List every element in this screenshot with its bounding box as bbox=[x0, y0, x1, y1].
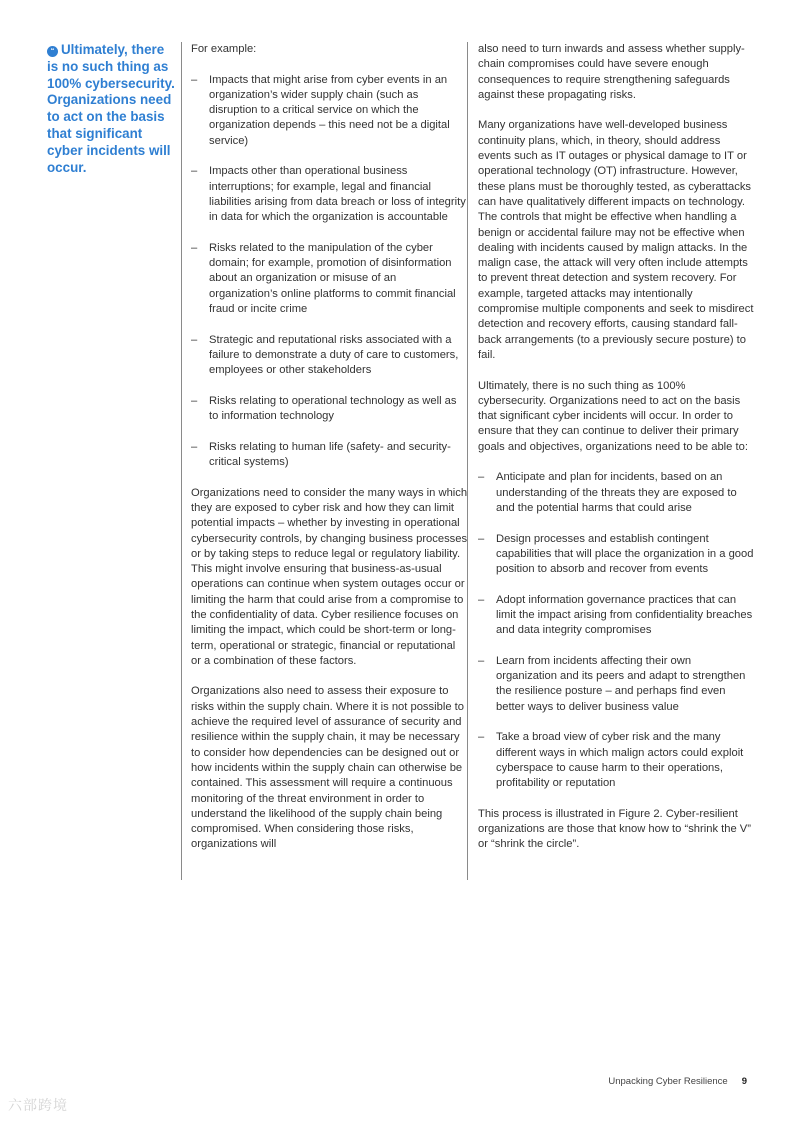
list-item: – Risks relating to operational technology as well as to information technology bbox=[191, 394, 468, 425]
list-item: – Risks relating to human life (safety- and security-critical systems) bbox=[191, 440, 468, 471]
col2-paragraph-2: Many organizations have well-developed business continuity plans, which, in theory, should address events such as IT outages or physical damage to IT or operational technology (OT) infrastructure. However, these plans must be thoroughly tested, as cyberattacks can have qualitatively different impacts on technology. The controls that might be effective when handling a benign or accidental failure may not be effective when dealing with incidents caused by malign attacks. In the malign case, the attack will very often include attempts to prevent threat detection and system recovery. For example, targeted attacks may intentionally compromise multiple components and seek to misdirect detection and recovery efforts, causing standard fall-back arrangements (to a previously secure posture) to fail. bbox=[478, 119, 754, 361]
page-footer bbox=[608, 1076, 747, 1087]
col1-intro: For example: bbox=[191, 43, 257, 55]
list-item: – Anticipate and plan for incidents, based on an understanding of the threats they are exposed to and the potential harms that could arise bbox=[478, 470, 754, 516]
list-item: – Strategic and reputational risks associated with a failure to demonstrate a duty of care to customers, employees or other stakeholders bbox=[191, 333, 468, 379]
pull-quote bbox=[47, 42, 177, 176]
page-number: 9 bbox=[741, 1076, 747, 1087]
col1-list bbox=[191, 73, 468, 471]
col1-paragraph-2: Organizations also need to assess their exposure to risks within the supply chain. Where it is not possible to achieve the required level of assurance of security and resilience within the supply chain, it may be necessary to consider how dependencies can be designed out or how incidents within the supply chain can otherwise be contained. This assessment will require a continuous monitoring of the threat environment in order to understand the likelihood of the supply chain being compromised. When considering those risks, organizations will bbox=[191, 685, 464, 851]
pull-quote-text: Ultimately, there is no such thing as 100% cybersecurity. Organizations need to act on the basis that significant cyber incidents will occur. bbox=[47, 42, 175, 175]
col2-list bbox=[478, 470, 754, 791]
col1-paragraph-1: Organizations need to consider the many ways in which they are exposed to cyber risk and how they can limit potential impacts – whether by investing in operational cybersecurity controls, by changing business processes or by taking steps to reduce legal or regulatory liability. This might involve ensuring that business-as-usual operations can continue when system outages occur or limiting the harm that could arise from a compromise to the confidentiality of data. Cyber resilience focuses on limiting the impact, which could be short-term or long-term, operational or strategic, financial or reputational or a combination of these factors. bbox=[191, 486, 468, 667]
col2-paragraph-3: Ultimately, there is no such thing as 100% cybersecurity. Organizations need to act on the basis that significant cyber incidents will occur. In order to ensure that they can continue to deliver their primary goals and objectives, organizations need to be able to: bbox=[478, 379, 748, 453]
footer-title: Unpacking Cyber Resilience bbox=[608, 1076, 728, 1087]
column-right bbox=[467, 42, 754, 880]
list-item: – Risks related to the manipulation of the cyber domain; for example, promotion of disinformation about an organization or misuse of an organization’s online platforms to commit financial fraud or incite crime bbox=[191, 241, 468, 317]
list-item: – Take a broad view of cyber risk and the many different ways in which malign actors could exploit cyberspace to cause harm to their operations, profitability or reputation bbox=[478, 730, 754, 791]
list-item: – Design processes and establish contingent capabilities that will place the organization in a good position to absorb and recover from events bbox=[478, 532, 754, 578]
column-left bbox=[181, 42, 468, 880]
col2-paragraph-4: This process is illustrated in Figure 2. Cyber-resilient organizations are those that know how to “shrink the V” or “shrink the circle”. bbox=[478, 807, 751, 851]
list-item: – Impacts that might arise from cyber events in an organization’s wider supply chain (such as disruption to a critical service on which the organization depends – this need not be a digital service) bbox=[191, 73, 468, 149]
list-item: – Impacts other than operational business interruptions; for example, legal and financial liabilities arising from data breach or loss of integrity in data for which the organization is accountable bbox=[191, 164, 468, 225]
watermark bbox=[8, 1095, 68, 1115]
watermark-text: 六部跨境 bbox=[8, 1097, 68, 1113]
list-item: – Learn from incidents affecting their own organization and its peers and adapt to strengthen the resilience posture – and perhaps find even better ways to deliver business value bbox=[478, 654, 754, 715]
list-item: – Adopt information governance practices that can limit the impact arising from confidentiality breaches and data integrity compromises bbox=[478, 593, 754, 639]
col2-paragraph-1: also need to turn inwards and assess whether supply-chain compromises could have severe enough consequences to require strengthening safeguards against these propagating risks. bbox=[478, 43, 745, 101]
quote-icon: “ bbox=[47, 46, 58, 57]
